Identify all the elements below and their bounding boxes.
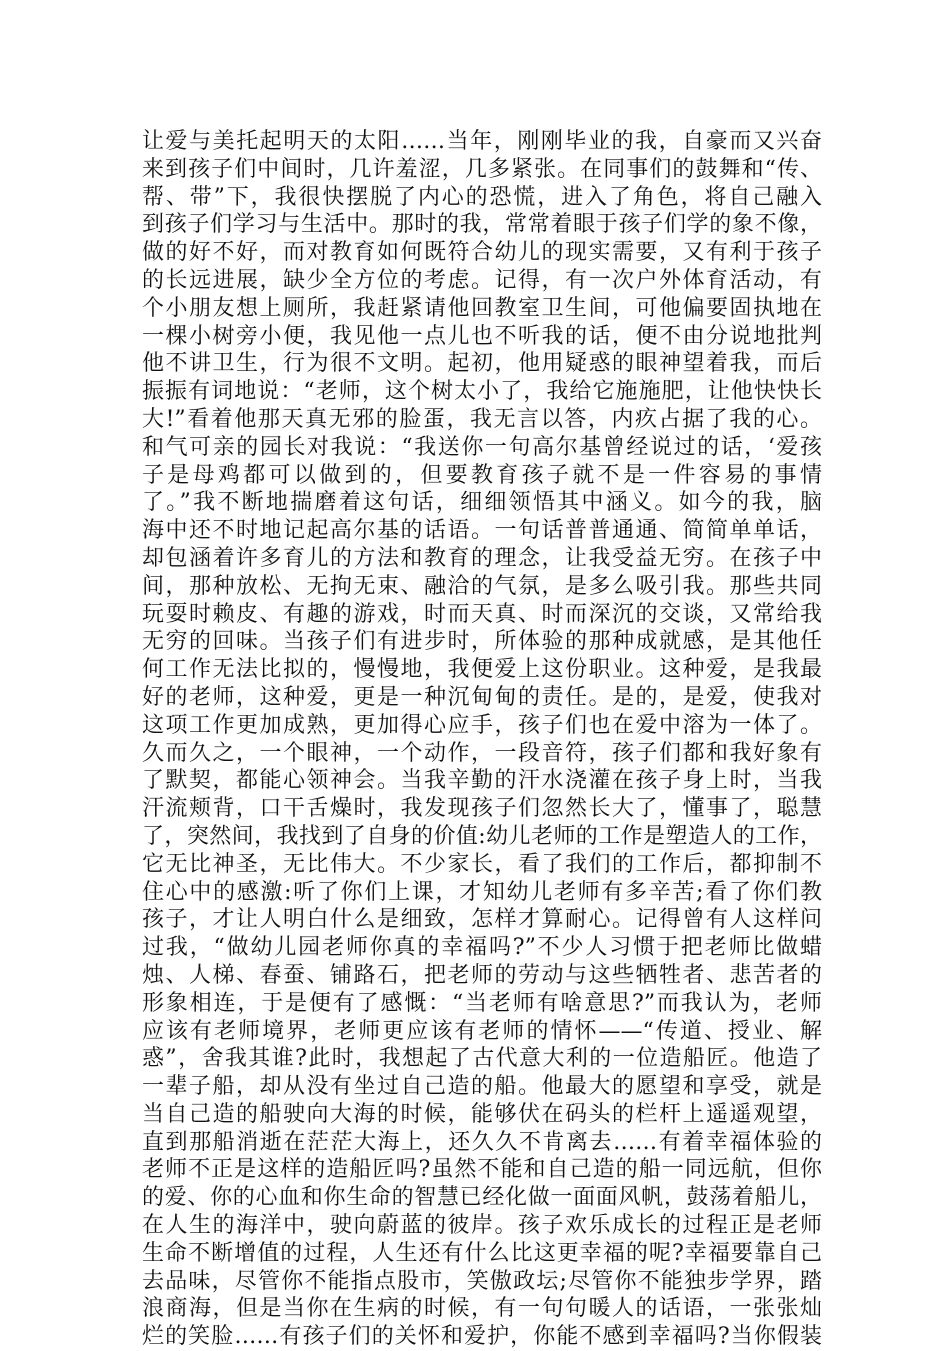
text-line: 这项工作更加成熟，更加得心应手，孩子们也在爱中溶为一体了。 <box>142 712 822 738</box>
text-line: 汗流颊背，口干舌燥时，我发现孩子们忽然长大了，懂事了，聪慧 <box>142 796 822 822</box>
text-line: 浪商海，但是当你在生病的时候，有一句句暖人的话语，一张张灿 <box>142 1296 822 1322</box>
text-line: 过我，“做幼儿园老师你真的幸福吗?”不少人习惯于把老师比做蜡 <box>142 935 822 961</box>
text-line: 却包涵着许多育儿的方法和教育的理念，让我受益无穷。在孩子中 <box>142 545 822 571</box>
text-line: 让爱与美托起明天的太阳……当年，刚刚毕业的我，自豪而又兴奋 <box>142 129 822 154</box>
text-line: 住心中的感激:听了你们上课，才知幼儿老师有多辛苦;看了你们教 <box>142 879 822 905</box>
text-line: 老师不正是这样的造船匠吗?虽然不能和自己造的船一同远航，但你 <box>142 1157 822 1183</box>
text-line: 惑”，舍我其谁?此时，我想起了古代意大利的一位造船匠。他造了 <box>142 1046 822 1072</box>
text-line: 和气可亲的园长对我说：“我送你一句高尔基曾经说过的话，‘爱孩 <box>142 434 822 460</box>
text-line: 形象相连，于是便有了感慨：“当老师有啥意思?”而我认为，老师 <box>142 990 822 1016</box>
text-line: 在人生的海洋中，驶向蔚蓝的彼岸。孩子欢乐成长的过程正是老师 <box>142 1213 822 1239</box>
text-line: 去品味，尽管你不能指点股市，笑傲政坛;尽管你不能独步学界，踏 <box>142 1268 822 1294</box>
text-line: 应该有老师境界，老师更应该有老师的情怀——“传道、授业、解 <box>142 1018 822 1044</box>
text-line: 的爱、你的心血和你生命的智慧已经化做一面面风帆，鼓荡着船儿， <box>142 1185 822 1211</box>
text-line: 个小朋友想上厕所，我赶紧请他回教室卫生间，可他偏要固执地在 <box>142 295 822 321</box>
text-line: 子是母鸡都可以做到的，但要教育孩子就不是一件容易的事情 <box>142 462 822 488</box>
text-line: 久而久之，一个眼神，一个动作，一段音符，孩子们都和我好象有 <box>142 740 822 766</box>
text-line: 无穷的回味。当孩子们有进步时，所体验的那种成就感，是其他任 <box>142 629 822 655</box>
text-line: 他不讲卫生，行为很不文明。起初，他用疑惑的眼神望着我，而后 <box>142 351 822 377</box>
text-line: 直到那船消逝在茫茫大海上，还久久不肯离去……有着幸福体验的 <box>142 1129 822 1155</box>
text-line: 大!”看着他那天真无邪的脸蛋，我无言以答，内疚占据了我的心。 <box>142 406 822 432</box>
text-line: 振振有词地说：“老师，这个树太小了，我给它施施肥，让他快快长 <box>142 379 822 405</box>
text-line: 了。”我不断地揣磨着这句话，细细领悟其中涵义。如今的我，脑 <box>142 490 822 516</box>
text-line: 了，突然间，我找到了自身的价值:幼儿老师的工作是塑造人的工作， <box>142 823 822 849</box>
text-line: 它无比神圣，无比伟大。不少家长，看了我们的工作后，都抑制不 <box>142 851 822 877</box>
text-line: 间，那种放松、无拘无束、融洽的气氛，是多么吸引我。那些共同 <box>142 573 822 599</box>
text-line: 何工作无法比拟的，慢慢地，我便爱上这份职业。这种爱，是我最 <box>142 657 822 683</box>
text-line: 帮、带”下，我很快摆脱了内心的恐慌，进入了角色，将自己融入 <box>142 184 822 210</box>
text-line: 到孩子们学习与生活中。那时的我，常常着眼于孩子们学的象不像， <box>142 212 822 238</box>
body-text <box>142 128 822 1351</box>
text-line: 来到孩子们中间时，几许羞涩，几多紧张。在同事们的鼓舞和“传、 <box>142 156 822 182</box>
text-line: 做的好不好，而对教育如何既符合幼儿的现实需要，又有利于孩子 <box>142 240 822 266</box>
text-line: 的长远进展，缺少全方位的考虑。记得，有一次户外体育活动，有 <box>142 267 822 293</box>
text-line: 孩子，才让人明白什么是细致，怎样才算耐心。记得曾有人这样问 <box>142 907 822 933</box>
text-line: 当自己造的船驶向大海的时候，能够伏在码头的栏杆上遥遥观望， <box>142 1101 822 1127</box>
text-line: 玩耍时赖皮、有趣的游戏，时而天真、时而深沉的交谈，又常给我 <box>142 601 822 627</box>
text-line: 一辈子船，却从没有坐过自己造的船。他最大的愿望和享受，就是 <box>142 1074 822 1100</box>
text-line: 了默契，都能心领神会。当我辛勤的汗水浇灌在孩子身上时，当我 <box>142 768 822 794</box>
text-line: 烛、人梯、春蚕、铺路石，把老师的劳动与这些牺牲者、悲苦者的 <box>142 962 822 988</box>
text-line: 一棵小树旁小便，我见他一点儿也不听我的话，便不由分说地批判 <box>142 323 822 349</box>
text-line: 生命不断增值的过程，人生还有什么比这更幸福的呢?幸福要靠自己 <box>142 1240 822 1266</box>
text-line: 烂的笑脸……有孩子们的关怀和爱护，你能不感到幸福吗?当你假装 <box>142 1324 822 1350</box>
text-line: 好的老师，这种爱，更是一种沉甸甸的责任。是的，是爱，使我对 <box>142 684 822 710</box>
text-line: 海中还不时地记起高尔基的话语。一句话普普通通、简简单单话， <box>142 518 822 544</box>
